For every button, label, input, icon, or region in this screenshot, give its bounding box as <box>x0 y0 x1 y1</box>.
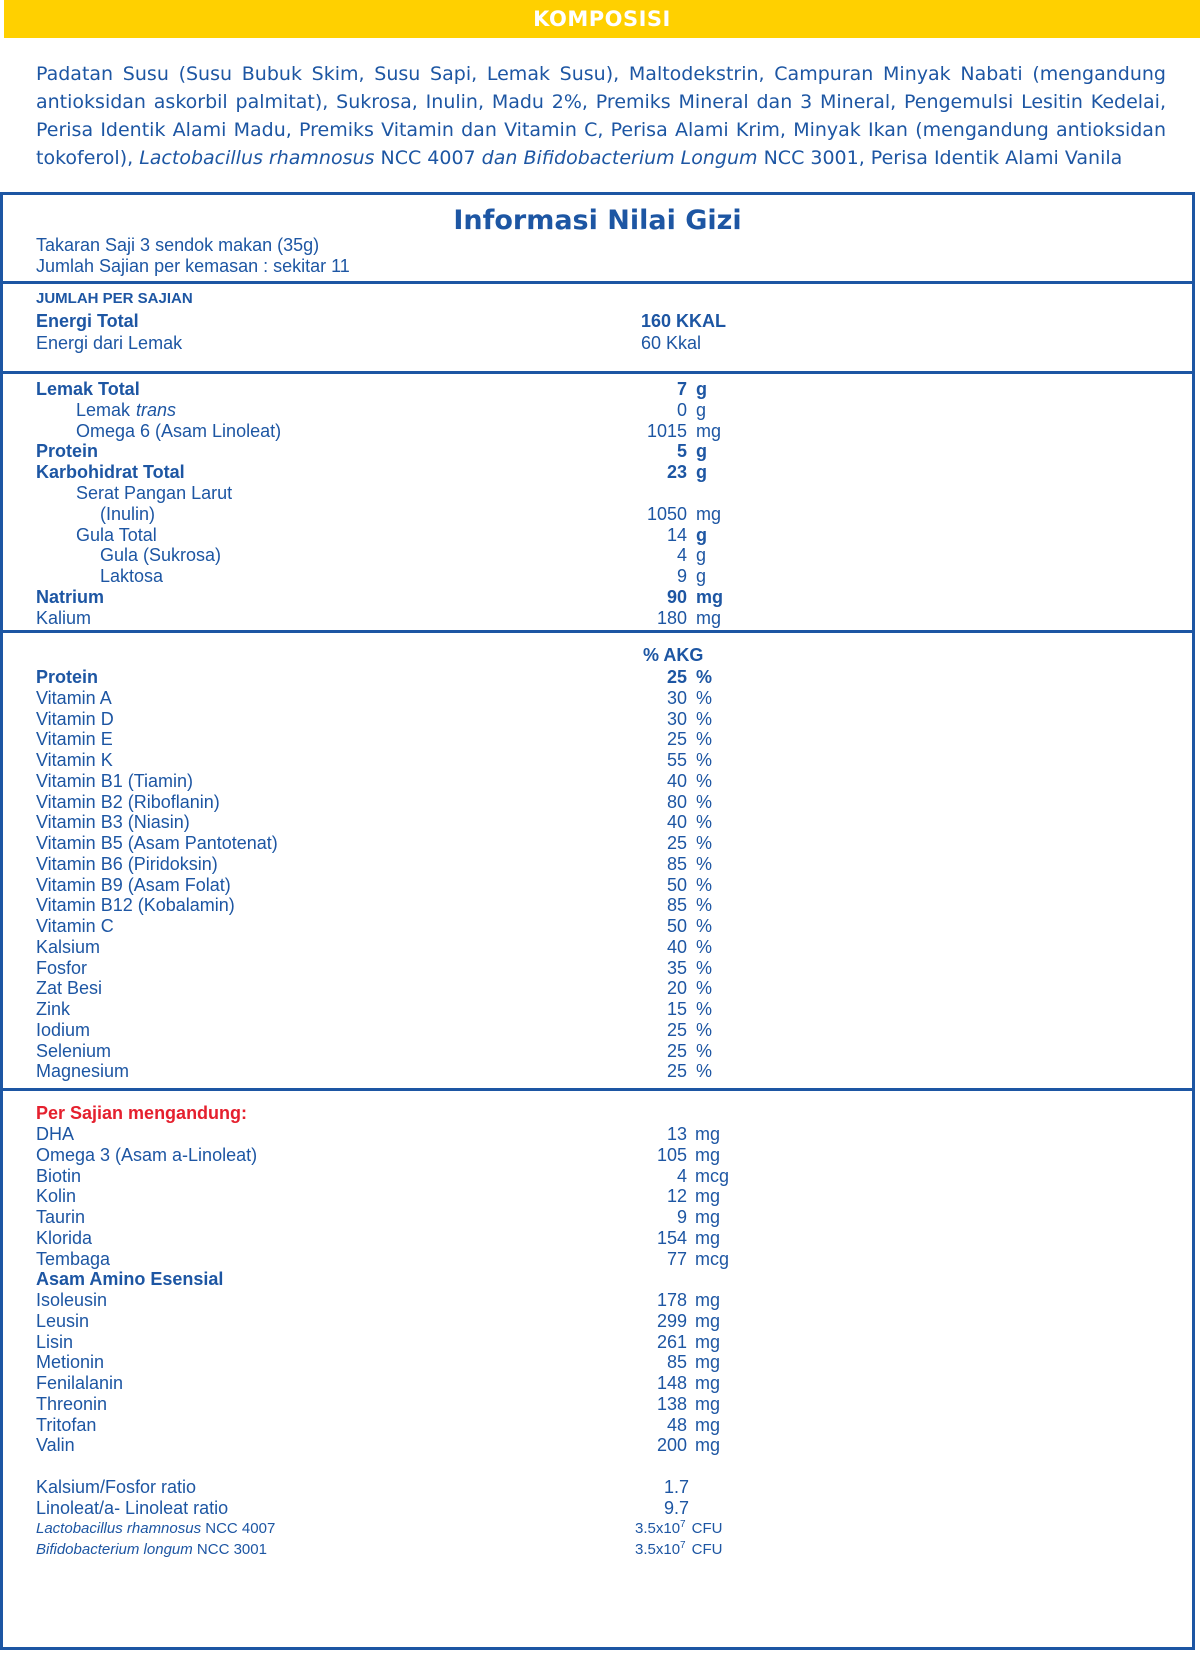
akg-row <box>3 811 1192 833</box>
probiotic-base: 3.5x10 <box>635 1540 681 1558</box>
amino-row <box>3 1310 1192 1332</box>
per-serving-row <box>3 1248 1192 1270</box>
nutrient-value: 9 <box>676 1207 687 1227</box>
nutrient-value: 4 <box>676 1165 687 1186</box>
nutrient-unit: mg <box>696 421 722 441</box>
composition-text <box>36 60 1166 172</box>
nutrient-value: 25 <box>666 833 687 853</box>
macro-row <box>3 565 1192 587</box>
nutrient-label-italic: trans <box>136 400 177 420</box>
energy-fat-label: Energi dari Lemak <box>36 333 183 353</box>
nutrient-label: Taurin <box>36 1207 86 1227</box>
akg-row <box>3 708 1192 730</box>
akg-row <box>3 666 1192 688</box>
probiotic-row <box>3 1518 1192 1540</box>
nutrient-value: 85 <box>666 853 687 874</box>
energy-total-row <box>3 310 1192 332</box>
macro-row <box>3 607 1192 629</box>
nutrient-value: 50 <box>666 874 687 895</box>
energy-total-value: 160 KKAL <box>641 311 727 331</box>
macro-row <box>3 503 1192 525</box>
nutrient-value: 5 <box>676 441 687 461</box>
nutrient-unit: mg <box>695 1435 721 1456</box>
nutrient-label: Karbohidrat Total <box>36 462 185 482</box>
per-serving-header <box>3 1102 1192 1124</box>
nutrition-facts-panel <box>0 192 1195 1650</box>
nutrient-label: Vitamin B5 (Asam Pantotenat) <box>36 833 278 853</box>
nutrient-value: 148 <box>656 1373 687 1393</box>
akg-row <box>3 853 1192 875</box>
nutrient-unit: mg <box>695 1331 721 1352</box>
nutrient-value: 25 <box>666 1061 687 1082</box>
ratio-row <box>3 1497 1192 1519</box>
nutrient-value: 50 <box>666 916 687 936</box>
macro-row <box>3 399 1192 421</box>
nutrient-label: Magnesium <box>36 1061 130 1082</box>
energy-fat-row <box>3 332 1192 354</box>
nutrient-label: (Inulin) <box>100 504 156 524</box>
akg-row <box>3 874 1192 896</box>
nutrient-label: Zink <box>36 999 71 1019</box>
nutrient-label: Protein <box>36 667 99 687</box>
nutrient-value: 30 <box>666 687 687 708</box>
composition-part: NCC 4007 <box>374 147 482 169</box>
nutrient-label: Iodium <box>36 1019 91 1040</box>
per-serving-row <box>3 1144 1192 1166</box>
per-serving-row <box>3 1206 1192 1228</box>
nutrient-unit: % <box>696 729 713 750</box>
nutrient-unit: % <box>696 750 713 770</box>
akg-row <box>3 894 1192 916</box>
nutrient-value: 1050 <box>646 504 687 524</box>
akg-row <box>3 770 1192 792</box>
nutrient-value: 55 <box>666 750 687 770</box>
nutrient-value: 77 <box>666 1248 687 1269</box>
nutrient-unit: mg <box>695 1290 721 1310</box>
nutrient-label: Vitamin K <box>36 750 113 770</box>
nutrient-unit: % <box>696 853 713 874</box>
nutrient-value: 299 <box>656 1310 687 1331</box>
akg-row <box>3 1040 1192 1062</box>
ratio-value: 9.7 <box>664 1497 690 1518</box>
nutrient-label: Isoleusin <box>36 1290 108 1310</box>
nutrient-label: Vitamin B3 (Niasin) <box>36 812 190 833</box>
nutrient-unit: mg <box>696 587 723 607</box>
amino-row <box>3 1434 1192 1456</box>
probiotic-value <box>635 1518 722 1540</box>
nutrient-label: Vitamin C <box>36 916 114 936</box>
nutrient-value: 261 <box>656 1331 687 1352</box>
nutrient-label: Vitamin B6 (Piridoksin) <box>36 853 218 874</box>
composition-part: Padatan Susu (Susu Bubuk Skim, Susu Sapi, Lemak Susu), Maltodekstrin, Campuran Minyak Nabati (mengandung antioksidan askorbil palmitat), Sukrosa, Inulin, Madu 2%, Premiks Mineral dan 3 Mineral, Pengemulsi Lesitin Kedelai, Perisa Identik Alami Madu, Premiks Vitamin dan Vitamin C, Perisa Alami Krim, Minyak Ikan (mengandung antioksidan tokoferol), <box>36 63 1166 169</box>
macro-row <box>3 378 1192 400</box>
nutrient-value: 178 <box>656 1290 687 1310</box>
akg-row <box>3 749 1192 771</box>
akg-row <box>3 1019 1192 1041</box>
nutrient-value: 138 <box>656 1393 687 1414</box>
nutrient-unit: % <box>696 895 713 916</box>
nutrient-value: 0 <box>676 400 687 420</box>
nutrient-unit: g <box>696 462 707 482</box>
probiotic-exp: 7 <box>680 1539 686 1551</box>
nutrient-unit: % <box>696 791 713 812</box>
nutrient-unit: mcg <box>695 1165 730 1186</box>
ratio-label: Linoleat/a- Linoleat ratio <box>36 1497 229 1518</box>
per-serving-header-label: Per Sajian mengandung: <box>36 1103 248 1123</box>
nutrient-label: Kolin <box>36 1186 77 1207</box>
nutrient-label: Tritofan <box>36 1414 97 1435</box>
nutrient-value: 35 <box>666 957 687 978</box>
probiotic-base: 3.5x10 <box>635 1519 681 1537</box>
nutrient-value: 25 <box>666 1040 687 1061</box>
nutrient-unit: % <box>696 770 713 791</box>
nutrient-value: 25 <box>666 1019 687 1040</box>
nutrient-label: Lisin <box>36 1331 74 1352</box>
nutrient-label: Omega 3 (Asam a-Linoleat) <box>36 1144 258 1165</box>
nutrient-label: Gula (Sukrosa) <box>100 545 222 565</box>
nutrient-unit: mg <box>696 504 722 524</box>
nutrient-unit: g <box>696 545 707 565</box>
energy-fat-value: 60 Kkal <box>641 333 702 353</box>
per-serving-section <box>3 1091 1192 1647</box>
nutrient-value: 7 <box>676 379 687 399</box>
amino-row <box>3 1414 1192 1436</box>
nutrient-value: 90 <box>666 587 687 607</box>
nutrient-unit: mg <box>696 608 722 628</box>
akg-row <box>3 791 1192 813</box>
nutrient-unit: % <box>696 1061 713 1082</box>
nutrient-unit: g <box>696 566 707 586</box>
amino-row <box>3 1372 1192 1394</box>
nutrient-unit: mg <box>695 1124 721 1144</box>
nutrient-unit: % <box>696 936 713 957</box>
amino-row <box>3 1393 1192 1415</box>
akg-row <box>3 936 1192 958</box>
nutrient-unit: % <box>696 833 713 853</box>
nutrition-title: Informasi Nilai Gizi <box>453 205 742 236</box>
akg-row <box>3 915 1192 937</box>
nutrient-unit: % <box>696 708 713 729</box>
nutrient-unit: g <box>696 400 707 420</box>
nutrient-label: Vitamin B12 (Kobalamin) <box>36 895 235 916</box>
nutrient-label: Vitamin B9 (Asam Folat) <box>36 874 231 895</box>
nutrient-label: Protein <box>36 441 99 461</box>
nutrient-value: 40 <box>666 770 687 791</box>
nutrient-unit: mg <box>695 1207 721 1227</box>
nutrient-label: Vitamin E <box>36 729 113 750</box>
nutrient-label: Gula Total <box>76 525 157 545</box>
composition-italic: dan Bifidobacterium Longum <box>481 147 758 169</box>
nutrient-unit: % <box>696 667 713 687</box>
nutrient-unit: % <box>696 687 713 708</box>
macro-row <box>3 524 1192 546</box>
nutrient-unit: % <box>696 978 713 999</box>
nutrient-unit: % <box>696 812 713 833</box>
nutrient-unit: mg <box>695 1352 721 1373</box>
energy-section <box>3 284 1192 374</box>
nutrient-value: 85 <box>666 895 687 916</box>
nutrient-label: Fosfor <box>36 957 88 978</box>
amino-row <box>3 1351 1192 1373</box>
nutrient-value: 85 <box>666 1352 687 1373</box>
energy-total-label: Energi Total <box>36 311 139 331</box>
nutrient-value: 154 <box>656 1227 687 1248</box>
macro-row <box>3 482 1192 504</box>
nutrient-label: Vitamin D <box>36 708 114 729</box>
amino-row <box>3 1289 1192 1311</box>
nutrient-label: Tembaga <box>36 1248 111 1269</box>
nutrient-unit: g <box>696 525 707 545</box>
composition-italic: Lactobacillus rhamnosus <box>139 147 375 169</box>
akg-header: % AKG <box>643 645 704 665</box>
nutrient-label: Kalium <box>36 608 92 628</box>
nutrient-value: 25 <box>666 667 687 687</box>
nutrient-value: 30 <box>666 708 687 729</box>
probiotic-strain: NCC 4007 <box>201 1519 276 1537</box>
nutrient-unit: mcg <box>695 1248 730 1269</box>
nutrient-value: 180 <box>656 608 687 628</box>
nutrient-unit: g <box>696 441 707 461</box>
nutrient-label: Threonin <box>36 1393 108 1414</box>
macro-row <box>3 440 1192 462</box>
nutrient-label: Natrium <box>36 587 105 607</box>
banner-title: KOMPOSISI <box>533 7 671 31</box>
composition-banner <box>4 0 1200 38</box>
per-serving-row <box>3 1185 1192 1207</box>
amino-row <box>3 1331 1192 1353</box>
nutrition-header-section <box>3 195 1192 284</box>
nutrient-label: Serat Pangan Larut <box>76 483 233 503</box>
probiotic-unit: CFU <box>691 1519 723 1537</box>
nutrient-label: Lemak <box>76 400 131 420</box>
akg-row <box>3 977 1192 999</box>
nutrient-unit: mg <box>695 1414 721 1435</box>
nutrient-unit: mg <box>695 1227 721 1248</box>
akg-row <box>3 728 1192 750</box>
macro-row <box>3 461 1192 483</box>
nutrient-unit: mg <box>695 1373 721 1393</box>
probiotic-row <box>3 1539 1192 1561</box>
macro-row <box>3 420 1192 442</box>
ratio-value: 1.7 <box>664 1476 690 1497</box>
nutrient-label: Omega 6 (Asam Linoleat) <box>76 421 282 441</box>
nutrient-value: 14 <box>666 525 687 545</box>
nutrient-unit: g <box>696 379 707 399</box>
nutrient-label: Lemak Total <box>36 379 140 399</box>
probiotic-exp: 7 <box>680 1518 686 1530</box>
nutrient-label: Laktosa <box>100 566 164 586</box>
composition-part: NCC 3001, Perisa Identik Alami Vanila <box>757 147 1123 169</box>
nutrient-unit: % <box>696 916 713 936</box>
per-serving-row <box>3 1165 1192 1187</box>
nutrient-value: 20 <box>666 978 687 999</box>
nutrient-unit: mg <box>695 1144 721 1165</box>
amino-header-label: Asam Amino Esensial <box>36 1269 224 1290</box>
nutrient-unit: % <box>696 874 713 895</box>
nutrient-value: 48 <box>666 1414 687 1435</box>
akg-row <box>3 687 1192 709</box>
nutrient-unit: mg <box>695 1310 721 1331</box>
nutrient-value: 200 <box>656 1435 687 1456</box>
nutrient-value: 12 <box>666 1186 687 1207</box>
nutrient-value: 23 <box>666 462 687 482</box>
per-serving-row <box>3 1227 1192 1249</box>
akg-row <box>3 998 1192 1020</box>
nutrient-value: 40 <box>666 936 687 957</box>
nutrient-label: Vitamin A <box>36 687 112 708</box>
nutrient-value: 15 <box>666 999 687 1019</box>
nutrient-label: Metionin <box>36 1352 105 1373</box>
probiotic-name: Lactobacillus rhamnosus <box>36 1519 202 1537</box>
nutrient-value: 80 <box>666 791 687 812</box>
nutrient-label: Biotin <box>36 1165 82 1186</box>
serving-size: Takaran Saji 3 sendok makan (35g) <box>36 235 320 255</box>
nutrient-value: 1015 <box>646 421 687 441</box>
probiotic-strain: NCC 3001 <box>192 1540 267 1558</box>
nutrient-label: Leusin <box>36 1310 90 1331</box>
nutrient-unit: mg <box>695 1186 721 1207</box>
probiotic-label <box>36 1539 267 1561</box>
nutrient-label: Klorida <box>36 1227 93 1248</box>
nutrient-unit: % <box>696 1040 713 1061</box>
nutrient-value: 40 <box>666 812 687 833</box>
macro-section <box>3 374 1192 633</box>
akg-row <box>3 1060 1192 1082</box>
nutrient-unit: % <box>696 999 713 1019</box>
ratio-label: Kalsium/Fosfor ratio <box>36 1476 197 1497</box>
probiotic-unit: CFU <box>691 1540 723 1558</box>
nutrient-value: 105 <box>656 1144 687 1165</box>
amino-header <box>3 1268 1192 1290</box>
probiotic-label <box>36 1518 275 1540</box>
probiotic-value <box>635 1539 722 1561</box>
akg-row <box>3 957 1192 979</box>
nutrient-unit: mg <box>695 1393 721 1414</box>
nutrient-label: Selenium <box>36 1040 112 1061</box>
amount-header <box>3 288 1192 310</box>
nutrient-label: Fenilalanin <box>36 1373 124 1393</box>
macro-row <box>3 544 1192 566</box>
nutrient-label: DHA <box>36 1124 75 1144</box>
ratio-row <box>3 1476 1192 1498</box>
nutrient-label: Valin <box>36 1435 75 1456</box>
nutrient-label: Vitamin B1 (Tiamin) <box>36 770 194 791</box>
nutrient-label: Kalsium <box>36 936 101 957</box>
nutrient-value: 4 <box>676 545 687 565</box>
nutrient-unit: % <box>696 1019 713 1040</box>
nutrient-value: 25 <box>666 729 687 750</box>
probiotic-name: Bifidobacterium longum <box>36 1540 193 1558</box>
nutrient-value: 9 <box>676 566 687 586</box>
akg-section <box>3 633 1192 1091</box>
nutrient-label: Vitamin B2 (Riboflanin) <box>36 791 220 812</box>
amount-header-label: JUMLAH PER SAJIAN <box>36 290 193 307</box>
macro-row <box>3 586 1192 608</box>
per-serving-row <box>3 1123 1192 1145</box>
servings-per-pack: Jumlah Sajian per kemasan : sekitar 11 <box>36 256 350 276</box>
nutrient-label: Zat Besi <box>36 978 103 999</box>
akg-row <box>3 832 1192 854</box>
nutrient-value: 13 <box>666 1124 687 1144</box>
nutrient-unit: % <box>696 957 713 978</box>
